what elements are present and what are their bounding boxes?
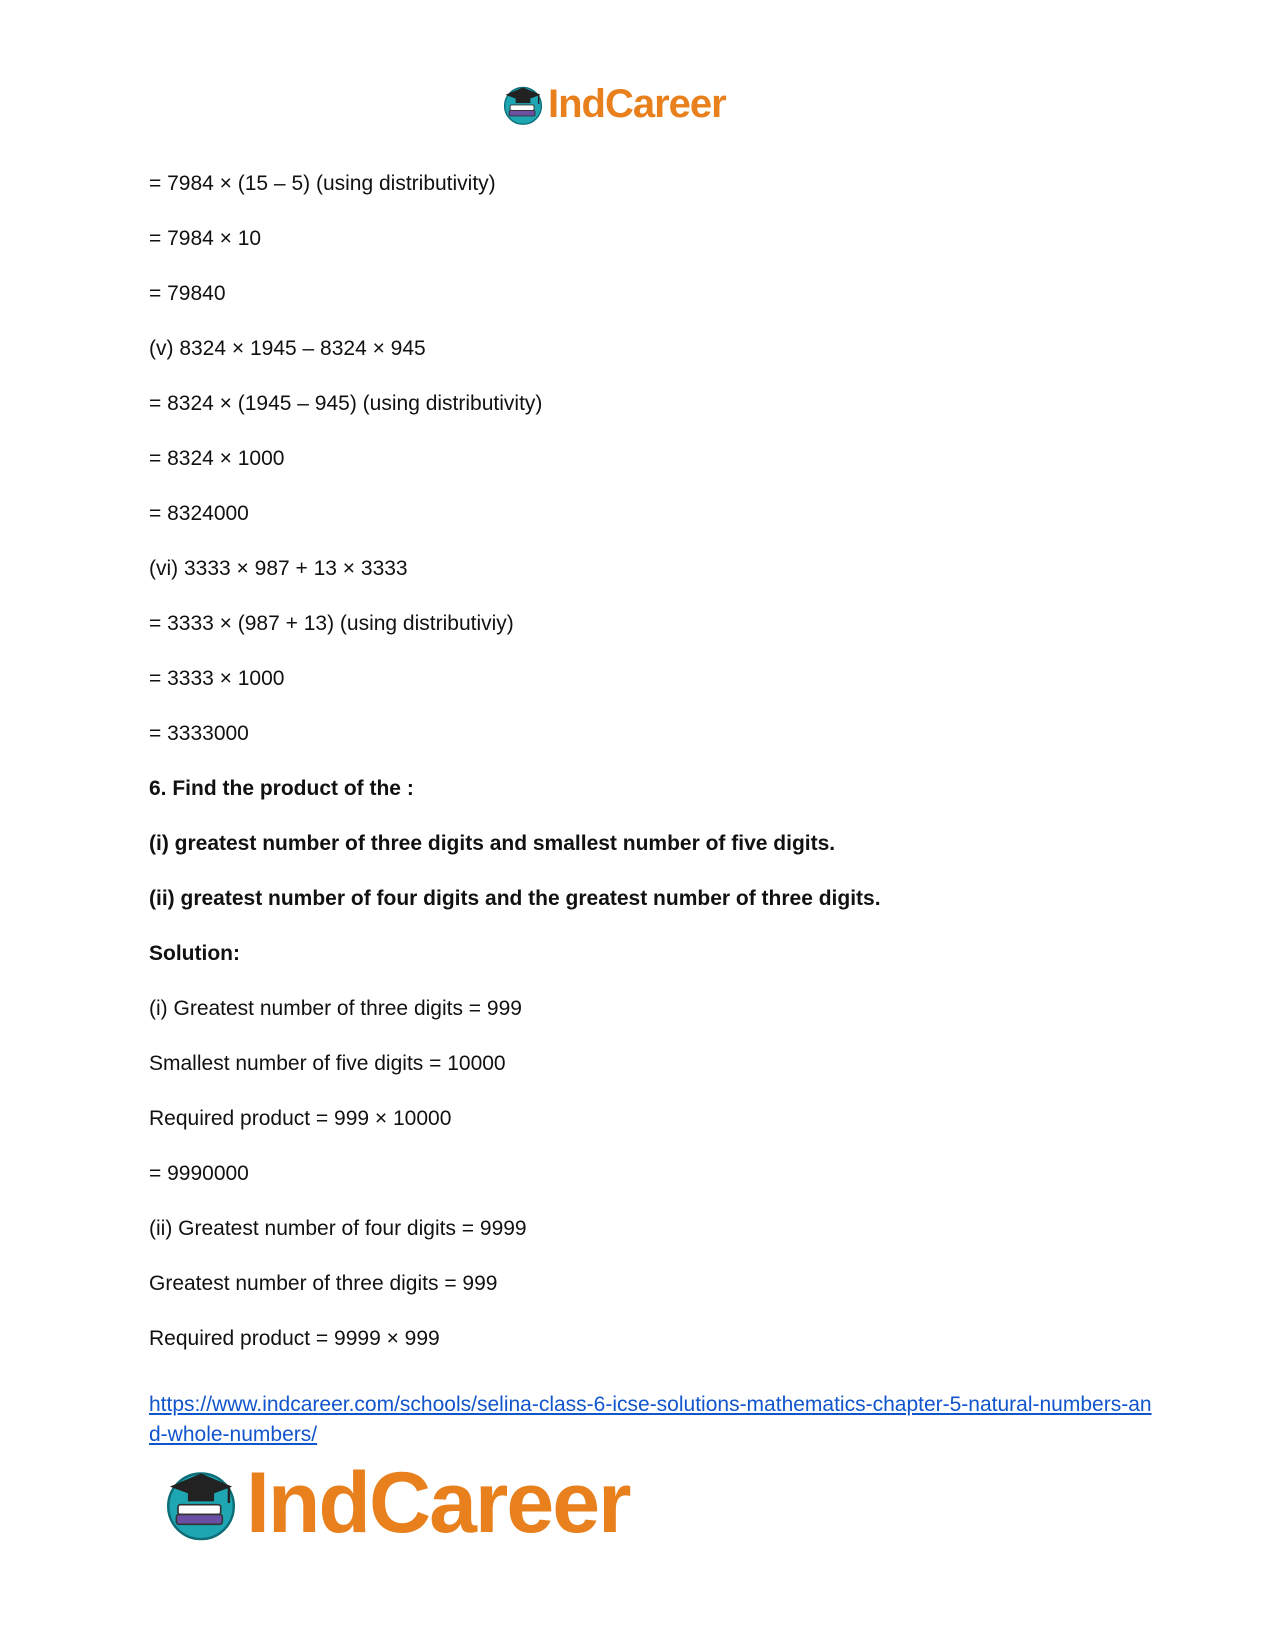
question-line: Solution: [149, 942, 240, 965]
solution-line: = 3333 × 1000 [149, 667, 285, 690]
solution-line: (v) 8324 × 1945 – 8324 × 945 [149, 337, 426, 360]
solution-line: Required product = 999 × 10000 [149, 1107, 452, 1130]
solution-line: = 8324 × 1000 [149, 447, 285, 470]
solution-line: = 7984 × 10 [149, 227, 262, 250]
footer-logo-text: IndCareer [246, 1455, 630, 1551]
solution-line: = 8324000 [149, 502, 249, 525]
question-line: (ii) greatest number of four digits and the greatest number of three digits. [149, 887, 881, 910]
solution-line: (i) Greatest number of three digits = 999 [149, 997, 522, 1020]
solution-line: = 9990000 [149, 1162, 249, 1185]
question-line: 6. Find the product of the : [149, 777, 414, 800]
solution-line: = 79840 [149, 282, 226, 305]
solution-line: = 3333 × (987 + 13) (using distributiviy) [149, 612, 514, 635]
question-line: (i) greatest number of three digits and smallest number of five digits. [149, 832, 836, 855]
solution-line: (vi) 3333 × 987 + 13 × 3333 [149, 557, 408, 580]
solution-line: Required product = 9999 × 999 [149, 1327, 440, 1350]
solution-line: Greatest number of three digits = 999 [149, 1272, 498, 1295]
document-body [149, 170, 1149, 1380]
solution-line: = 8324 × (1945 – 945) (using distributivity) [149, 392, 543, 415]
header-logo [500, 78, 726, 130]
logo-emblem-icon [160, 1462, 242, 1544]
solution-line: Smallest number of five digits = 10000 [149, 1052, 506, 1075]
header-logo-text: IndCareer [548, 82, 726, 126]
solution-line: = 7984 × (15 – 5) (using distributivity) [149, 172, 496, 195]
source-link[interactable]: https://www.indcareer.com/schools/selina-class-6-icse-solutions-mathematics-chapter-5-natural-numbers-and-whole-numbers/ [149, 1393, 1152, 1446]
solution-line: = 3333000 [149, 722, 249, 745]
solution-line: (ii) Greatest number of four digits = 9999 [149, 1217, 527, 1240]
logo-emblem-icon [500, 81, 546, 127]
footer-logo [160, 1455, 630, 1551]
